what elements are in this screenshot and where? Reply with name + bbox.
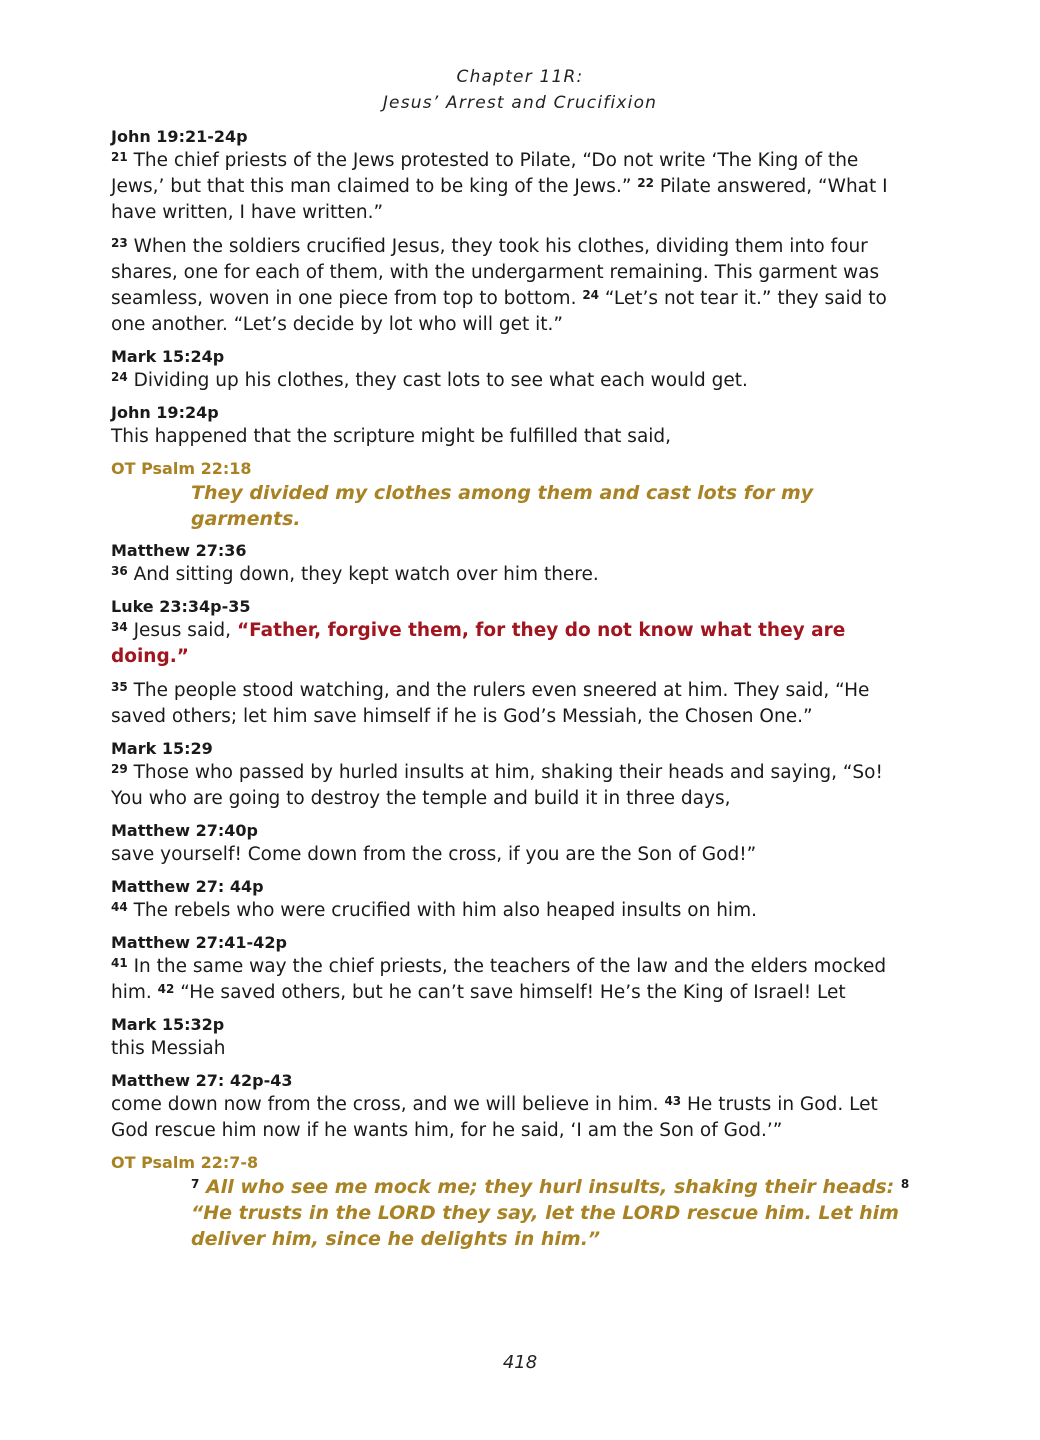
verse-number: 23	[111, 236, 128, 250]
page-number: 418	[502, 1352, 538, 1373]
verse-text: Those who passed by hurled insults at him, shaking their heads and saying, “So! You who are going to destroy the temple and build it in three days,	[111, 762, 883, 809]
verse-paragraph	[111, 148, 911, 226]
page-content	[111, 126, 911, 1252]
verse-text: He trusts in God. Let God rescue him now if he wants him, for he said, ‘I am the Son of God.’”	[111, 1094, 878, 1141]
quote-text: “He trusts in the LORD they say, let the LORD rescue him. Let him deliver him, since he delights in him.”	[191, 1202, 899, 1250]
scripture-reference: Matthew 27: 44p	[111, 877, 264, 896]
verse-number: 43	[664, 1094, 682, 1108]
old-testament-reference: OT Psalm 22:18	[111, 459, 252, 478]
verse-number: 35	[111, 680, 128, 694]
scripture-reference: Mark 15:32p	[111, 1015, 225, 1034]
verse-text: Jesus said,	[127, 620, 237, 641]
verse-text: The rebels who were crucified with him also heaped insults on him.	[127, 900, 757, 921]
chapter-number: Chapter 11R:	[456, 67, 584, 87]
verse-number: 29	[111, 762, 128, 776]
verse-paragraph: this Messiah	[111, 1038, 226, 1059]
words-of-jesus: “Father, forgive them, for they do not know what they are doing.”	[111, 620, 846, 667]
verse-text: come down now from the cross, and we will believe in him.	[111, 1094, 665, 1115]
verse-paragraph	[111, 562, 911, 588]
verse-text: The people stood watching, and the rulers even sneered at him. They said, “He saved others; let him save himself if he is God’s Messiah, the Chosen One.”	[111, 680, 870, 727]
chapter-title: Jesus’ Arrest and Crucifixion	[382, 93, 658, 113]
verse-number: 44	[111, 900, 128, 914]
quote-text: All who see me mock me; they hurl insults, shaking their heads:	[199, 1176, 901, 1198]
verse-paragraph: save yourself! Come down from the cross, if you are the Son of God!”	[111, 844, 757, 865]
verse-paragraph	[111, 618, 911, 670]
old-testament-quote	[191, 1174, 911, 1252]
verse-number: 34	[111, 620, 128, 634]
verse-paragraph	[111, 234, 911, 338]
verse-paragraph: This happened that the scripture might be fulfilled that said,	[111, 426, 672, 447]
verse-text: Dividing up his clothes, they cast lots to see what each would get.	[127, 370, 748, 391]
verse-paragraph	[111, 678, 911, 730]
verse-text: In the same way the chief priests, the teachers of the law and the elders mocked him.	[111, 956, 887, 1003]
verse-number: 42	[157, 982, 175, 996]
scripture-reference: John 19:24p	[111, 403, 219, 422]
verse-number: 21	[111, 150, 128, 164]
scripture-reference: Matthew 27: 42p-43	[111, 1071, 293, 1090]
verse-number: 7	[191, 1177, 200, 1191]
verse-text: Pilate answered, “What I have written, I have written.”	[111, 176, 888, 223]
verse-text: “He saved others, but he can’t save himself! He’s the King of Israel! Let	[174, 982, 846, 1003]
verse-number: 36	[111, 564, 128, 578]
chapter-header	[0, 64, 1040, 116]
verse-paragraph	[111, 898, 911, 924]
scripture-reference: Matthew 27:36	[111, 541, 247, 560]
old-testament-quote: They divided my clothes among them and cast lots for my garments.	[191, 482, 814, 530]
scripture-reference: Matthew 27:40p	[111, 821, 258, 840]
verse-number: 41	[111, 956, 128, 970]
verse-text: The chief priests of the Jews protested to Pilate, “Do not write ‘The King of the Jews,’ but that this man claimed to be king of the Jews.”	[111, 150, 859, 197]
verse-paragraph	[111, 954, 911, 1006]
verse-paragraph	[111, 1092, 911, 1144]
scripture-reference: Mark 15:24p	[111, 347, 225, 366]
scripture-reference: Luke 23:34p-35	[111, 597, 251, 616]
verse-text: And sitting down, they kept watch over him there.	[127, 564, 599, 585]
verse-number: 8	[900, 1177, 910, 1191]
verse-number: 24	[111, 370, 128, 384]
verse-text: When the soldiers crucified Jesus, they took his clothes, dividing them into four shares, one for each of them, with the undergarment remaining. This garment was seamless, woven in one piece from top to bottom.	[111, 236, 880, 309]
verse-paragraph	[111, 760, 911, 812]
verse-paragraph	[111, 368, 911, 394]
scripture-reference: John 19:21-24p	[111, 127, 248, 146]
verse-number: 24	[582, 288, 600, 302]
scripture-reference: Mark 15:29	[111, 739, 213, 758]
verse-number: 22	[637, 176, 654, 190]
verse-text: “Let’s not tear it.” they said to one another. “Let’s decide by lot who will get it.”	[111, 288, 887, 335]
old-testament-reference: OT Psalm 22:7-8	[111, 1153, 259, 1172]
scripture-reference: Matthew 27:41-42p	[111, 933, 287, 952]
